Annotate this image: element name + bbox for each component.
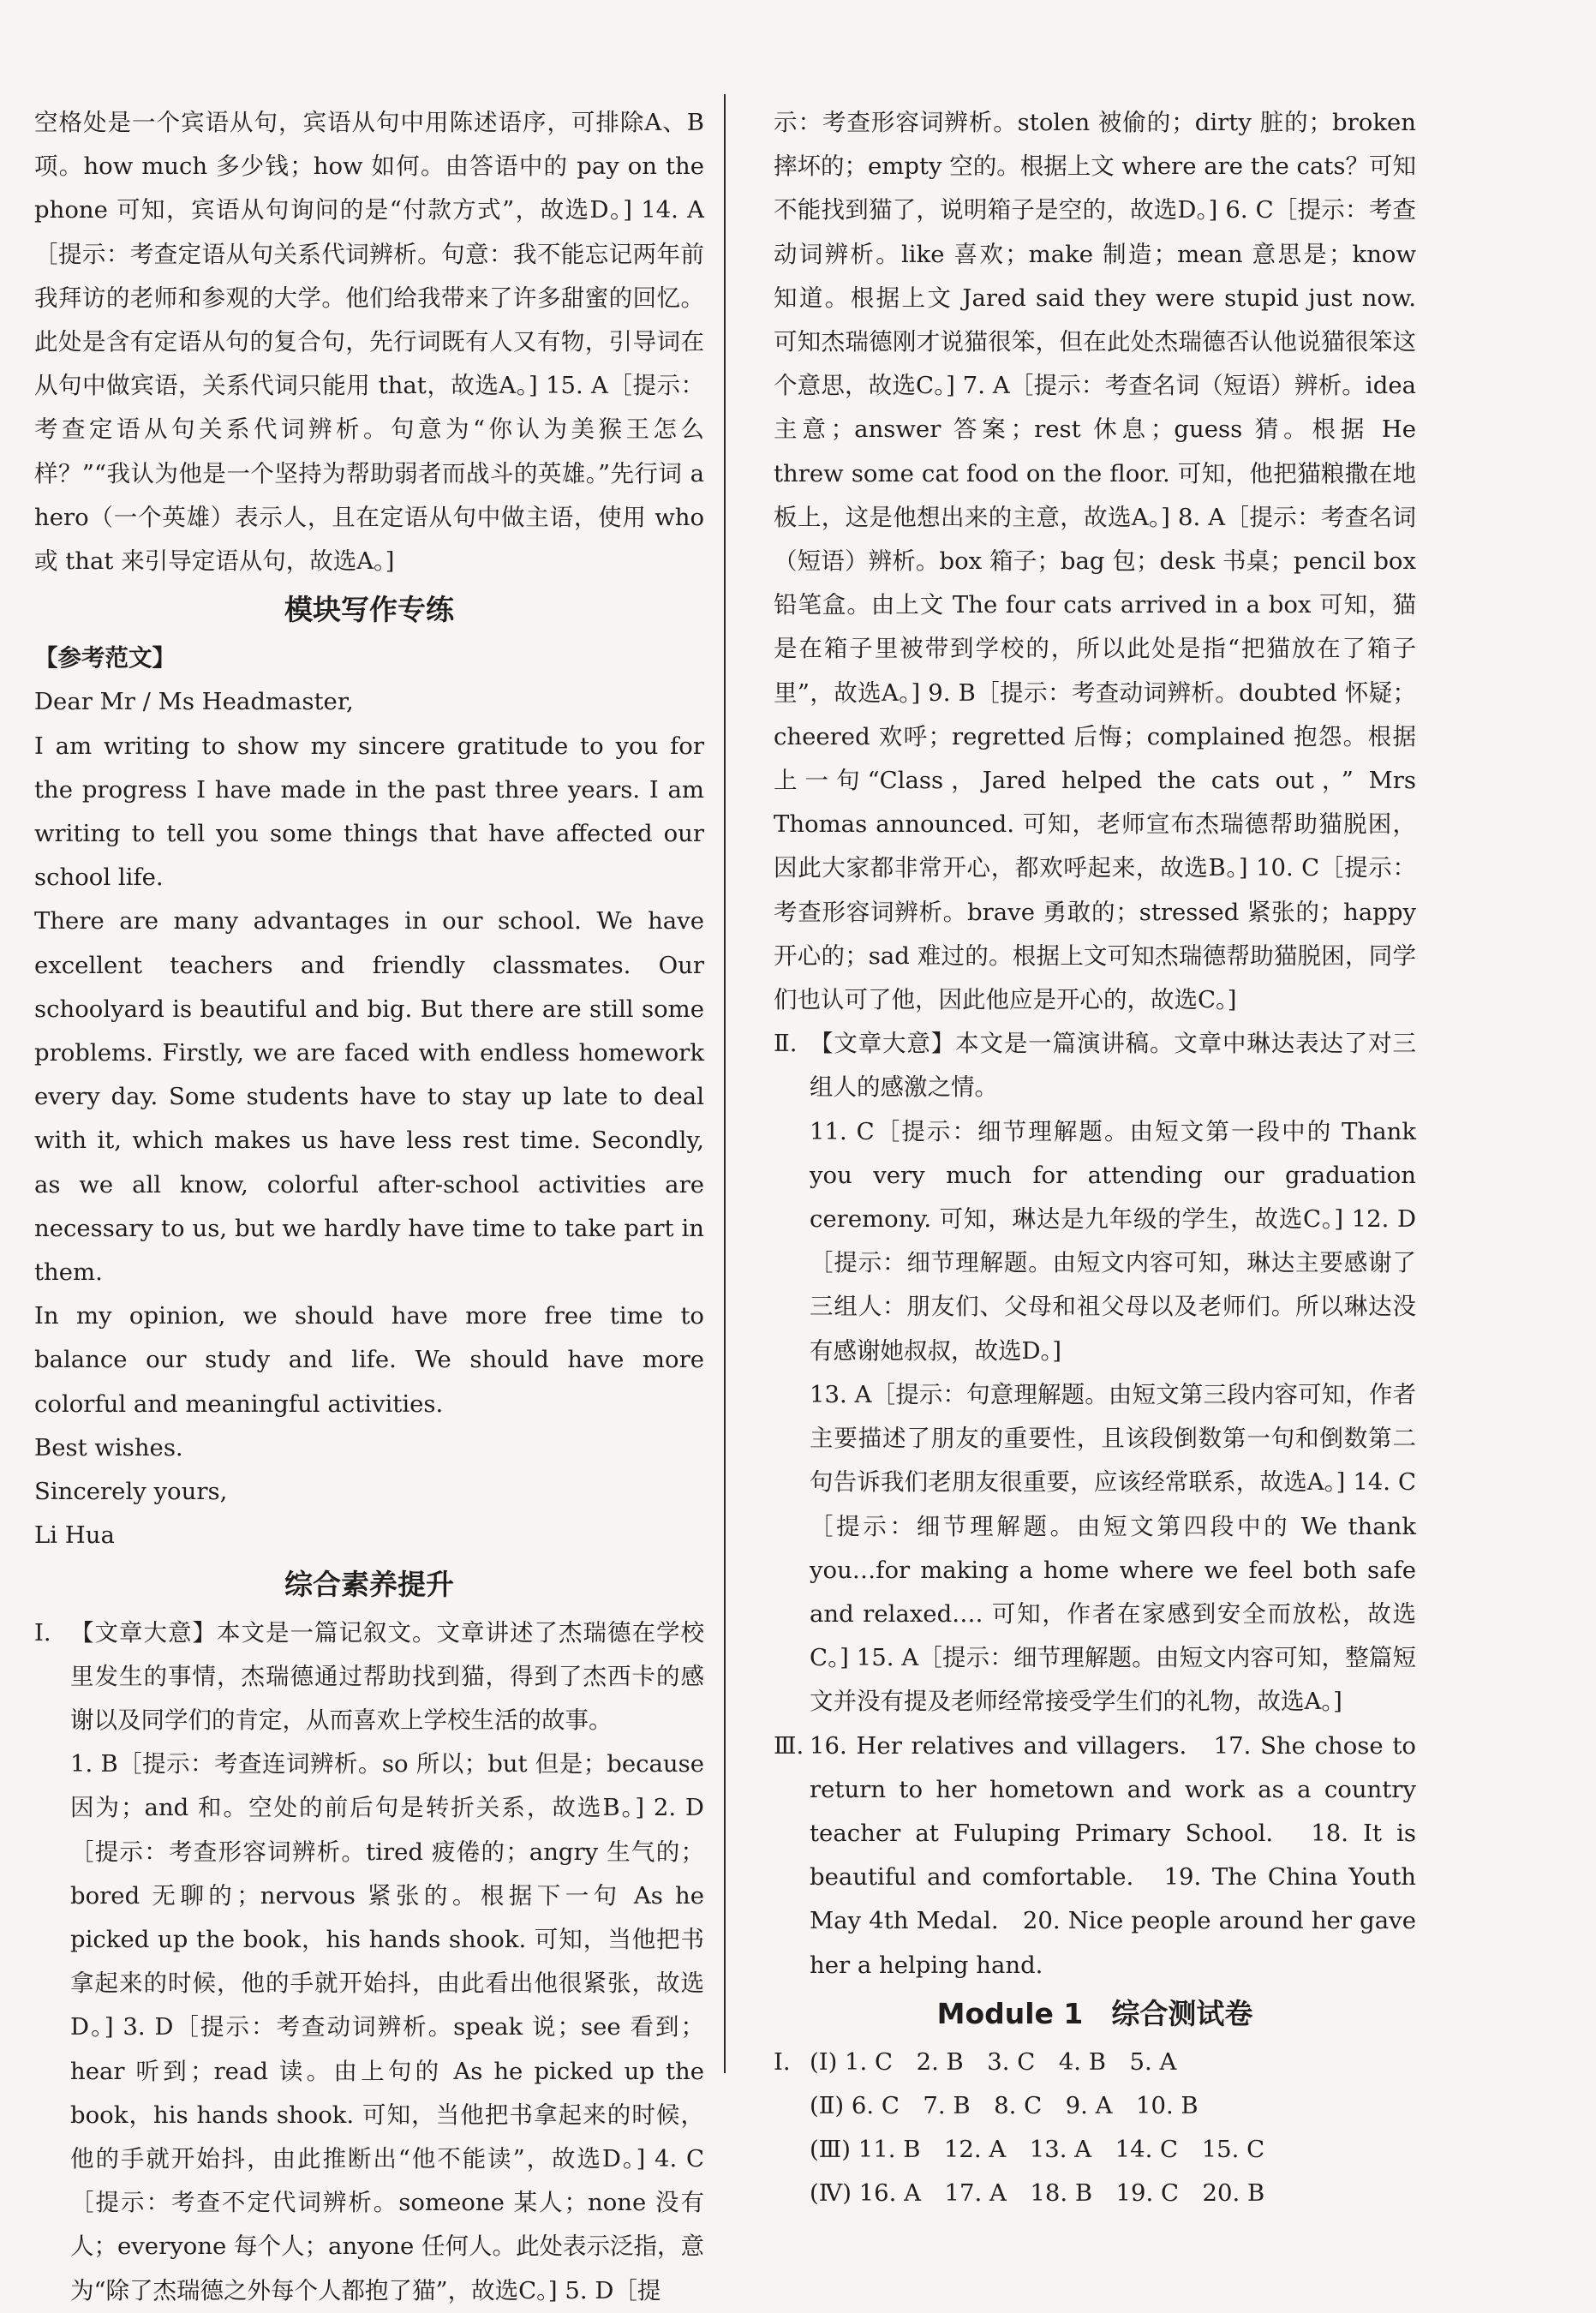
answer-paragraph: 空格处是一个宾语从句，宾语从句中用陈述语序，可排除A、B项。how much 多少钱；how 如何。由答语中的 pay on the phone 可知，宾语从句询问的是“付款方式”，故选D。] 14. A［提示：考查定语从句关系代词辨析。句意：我不能忘记两年前我拜访的老师和参观的大学。他们给我带来了许多甜蜜的回忆。此处是含有定语从句的复合句，先行词既有人又有物，引导词在从句中做宾语，关系代词只能用 that，故选A。] 15. A［提示：考查定语从句关系代词辨析。句意为“你认为美猴王怎么样？”“我认为他是一个坚持为帮助弱者而战斗的英雄。”先行词 a hero（一个英雄）表示人，且在定语从句中做主语，使用 who 或 that 来引导定语从句，故选A。] [34,109,704,576]
section-number: Ⅰ. [34,1618,51,1647]
letter-signature: Li Hua [34,1521,115,1550]
right-column [774,101,1416,2216]
letter-paragraph: In my opinion, we should have more free time to balance our study and life. We should have more colorful and meaningful activities. [34,1302,704,1418]
letter-paragraph: There are many advantages in our school. We have excellent teachers and friendly classmates. Our schoolyard is beautiful and big. But there are still some problems. Firstly, we are faced with endless homework every day. Some students have to stay up late to deal with it, which makes us have less rest time. Secondly, as we all know, colorful after-school activities are necessary to us, but we hardly have time to take part in them. [34,907,704,1287]
answer-row: (Ⅱ) 6. C 7. B 8. C 9. A 10. B [810,2091,1198,2119]
comprehensive-section-title: 综合素养提升 [284,1567,454,1601]
module-test-title: Module 1 综合测试卷 [936,1996,1253,2030]
answer-paragraph: 1. B［提示：考查连词辨析。so 所以；but 但是；because 因为；and 和。空处的前后句是转折关系，故选B。] 2. D［提示：考查形容词辨析。tired 疲倦的；angry 生气的；bored 无聊的；nervous 紧张的。根据下一句 As he picked up the book，his hands shook. 可知，当他把书拿起来的时候，他的手就开始抖，由此看出他很紧张，故选D。] 3. D［提示：考查动词辨析。speak 说；see 看到；hear 听到；read 读。由上句的 As he picked up the book，his hands shook. 可知，当他把书拿起来的时候，他的手就开始抖，由此推断出“他不能读”，故选D。] 4. C［提示：考查不定代词辨析。someone 某人；none 没有人；everyone 每个人；anyone 任何人。此处表示泛指，意为“除了杰瑞德之外每个人都抱了猫”，故选C。] 5. D［提 [70,1750,704,2304]
answer-row: (Ⅰ) 1. C 2. B 3. C 4. B 5. A [810,2047,1177,2076]
column-divider [724,94,726,2073]
letter-closing: Sincerely yours, [34,1478,228,1506]
answer-paragraph: 11. C［提示：细节理解题。由短文第一段中的 Thank you very much for attending our graduation ceremony. 可知，琳达是九年级的学生，故选C。] 12. D［提示：细节理解题。由短文内容可知，琳达主要感谢了三组人：朋友们、父母和祖父母以及老师们。所以琳达没有感谢她叔叔，故选D。] [810,1117,1416,1365]
section-number: Ⅰ. [774,2047,791,2076]
letter-closing: Best wishes. [34,1433,183,1461]
article-summary: 【文章大意】本文是一篇记叙文。文章讲述了杰瑞德在学校里发生的事情，杰瑞德通过帮助找到猫，得到了杰西卡的感谢以及同学们的肯定，从而喜欢上学校生活的故事。 [70,1618,704,1734]
answer-row: (Ⅲ) 11. B 12. A 13. A 14. C 15. C [810,2136,1265,2164]
letter-greeting: Dear Mr / Ms Headmaster, [34,688,354,716]
answer-paragraph: 示：考查形容词辨析。stolen 被偷的；dirty 脏的；broken 摔坏的；empty 空的。根据上文 where are the cats？可知不能找到猫了，说明箱子是空的，故选D。] 6. C［提示：考查动词辨析。like 喜欢；make 制造；mean 意思是；know 知道。根据上文 Jared said they were stupid just now. 可知杰瑞德刚才说猫很笨，但在此处杰瑞德否认他说猫很笨这个意思，故选C。] 7. A［提示：考查名词（短语）辨析。idea 主意；answer 答案；rest 休息；guess 猜。根据 He threw some cat food on the floor. 可知，他把猫粮撒在地板上，这是他想出来的主意，故选A。] 8. A［提示：考查名词（短语）辨析。box 箱子；bag 包；desk 书桌；pencil box 铅笔盒。由上文 The four cats arrived in a box 可知，猫是在箱子里被带到学校的，所以此处是指“把猫放在了箱子里”，故选A。] 9. B［提示：考查动词辨析。doubted 怀疑；cheered 欢呼；regretted 后悔；complained 抱怨。根据上一句“Class，Jared helped the cats out，” Mrs Thomas announced. 可知，老师宣布杰瑞德帮助猫脱困，因此大家都非常开心，都欢呼起来，故选B。] 10. C［提示：考查形容词辨析。brave 勇敢的；stressed 紧张的；happy 开心的；sad 难过的。根据上文可知杰瑞德帮助猫脱困，同学们也认可了他，因此他应是开心的，故选C。] [774,109,1417,1014]
answer-paragraph: 16. Her relatives and villagers. 17. She chose to return to her hometown and work as a country teacher at Fuluping Primary School. 18. It is beautiful and comfortable. 19. The China Youth May 4th Medal. 20. Nice people around her gave her a helping hand. [810,1731,1416,1979]
writing-section-title: 模块写作专练 [284,593,454,627]
answer-row: (Ⅳ) 16. A 17. A 18. B 19. C 20. B [810,2179,1265,2208]
section-one [34,1611,704,2313]
answer-paragraph: 13. A［提示：句意理解题。由短文第三段内容可知，作者主要描述了朋友的重要性，且该段倒数第一句和倒数第二句告诉我们老朋友很重要，应该经常联系，故选A。] 14. C［提示：细节理解题。由短文第四段中的 We thank you…for making a home where we feel both safe and relaxed…. 可知，作者在家感到安全而放松，故选C。] 15. A［提示：细节理解题。由短文内容可知，整篇短文并没有提及老师经常接受学生们的礼物，故选A。] [810,1380,1416,1716]
multiple-choice-answers [774,2041,1416,2216]
left-column [34,101,704,2313]
section-number: Ⅱ. [774,1030,798,1058]
reference-label: 【参考范文】 [34,644,176,672]
section-two [774,1022,1416,1724]
section-number: Ⅲ. [774,1731,804,1760]
section-three [774,1724,1416,1987]
article-summary: 【文章大意】本文是一篇演讲稿。文章中琳达表达了对三组人的感激之情。 [810,1030,1416,1102]
letter-paragraph: I am writing to show my sincere gratitude to you for the progress I have made in the past three years. I am writing to tell you some things that have affected our school life. [34,732,704,892]
